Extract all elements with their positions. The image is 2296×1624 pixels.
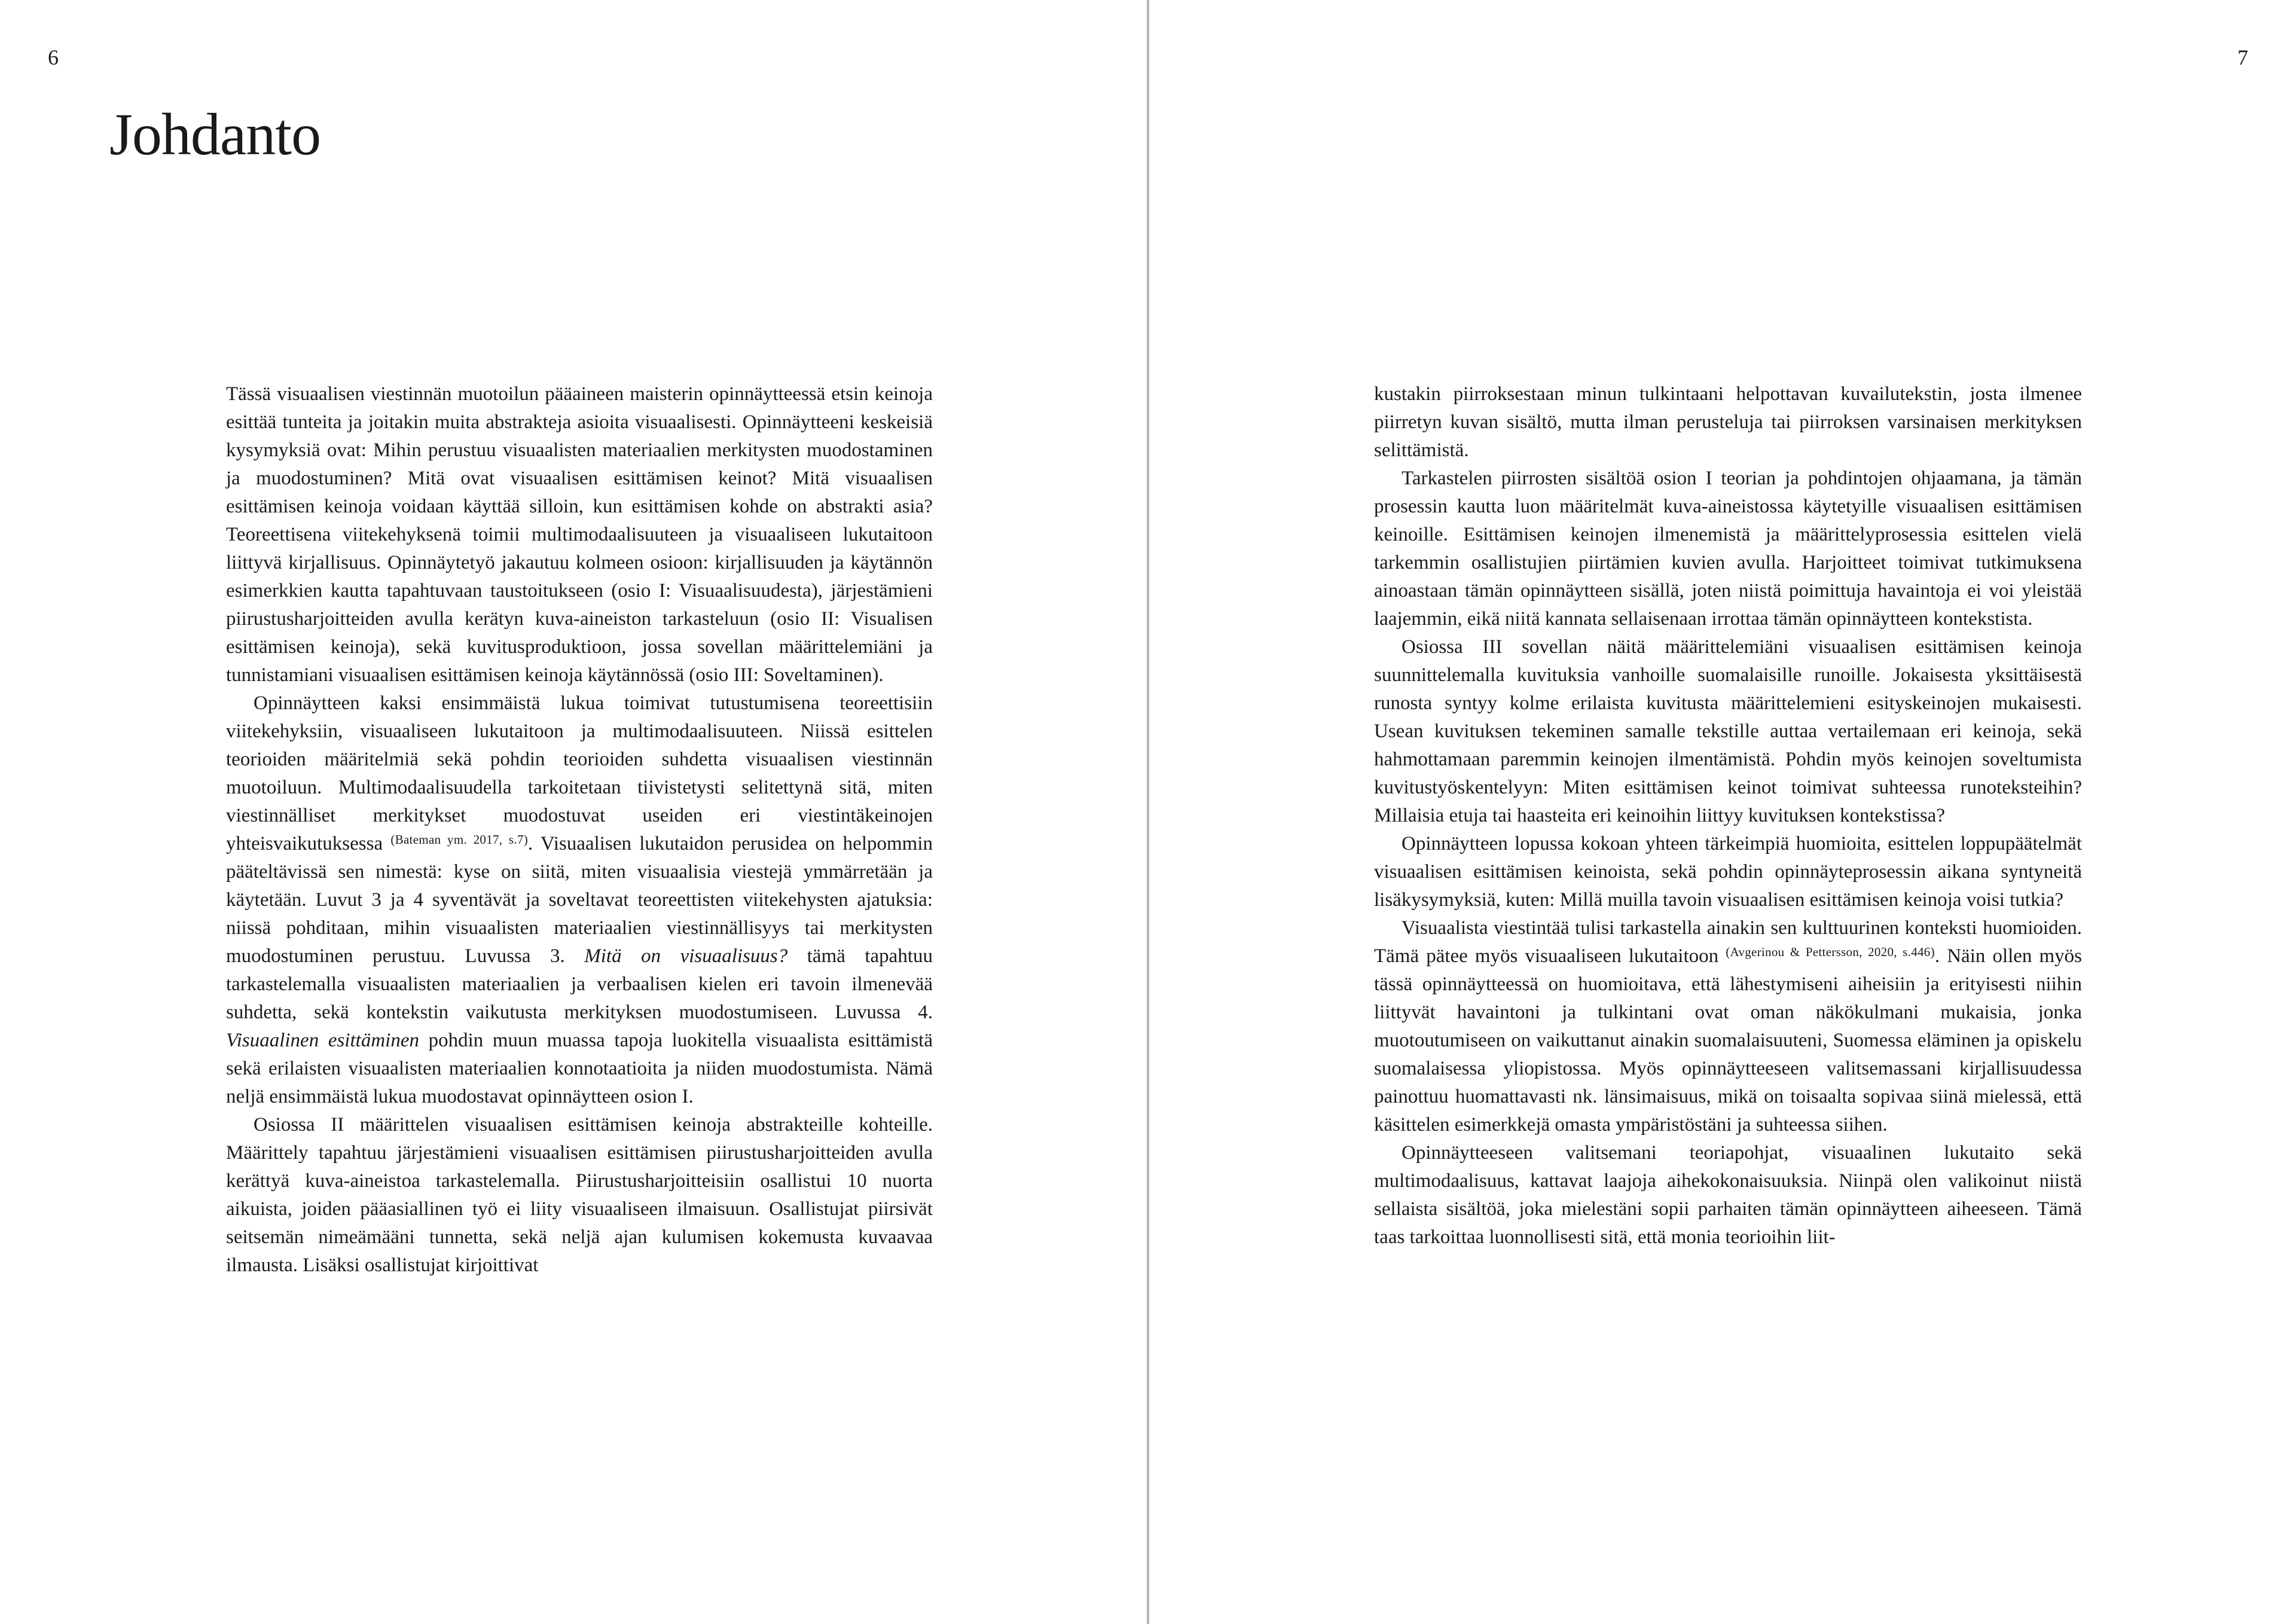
paragraph: Opinnäytteeseen valitsemani teoriapohjat, visuaalinen lukutaito sekä multimodaalisuus, kattavat laajoja aihekokonaisuuksia. Niinpä olen valikoinut niistä sellaista sisältöä, joka mielestäni sopii parhaiten tämän opinnäytteen aiheeseen. Tämä taas tarkoittaa luonnollisesti sitä, että monia teorioihin liit- — [1374, 1142, 2082, 1248]
page-number: 7 — [2237, 45, 2248, 69]
paragraph: Visuaalista viestintää tulisi tarkastella ainakin sen kulttuurinen konteksti huomioiden. Tämä pätee myös visuaaliseen lukutaitoon $^{(Avgerinou \& Pettersson, 2020, s.446)}$. Näin ollen myös tässä opinnäytteessä on huomioitava, että lähestymiseni aiheisiin ja erityisesti niihin liittyvät havaintoni ja tulkintani ovat oman näkökulmani mukaisia, jonka muotoutumiseen on vaikuttanut ainakin suomalaisuuteni, Suomessa eläminen ja opiskelu suomalaisessa yliopistossa. Myös opinnäytteeseen valitsemassani kirjallisuudessa painottuu huomattavasti nk. länsimaisuus, mikä on toisaalta sopivaa siinä mielessä, että käsittelen esimerkkejä omasta ympäristöstäni ja suhteessa siihen. — [1374, 917, 2083, 1135]
paragraph: Osiossa III sovellan näitä määrittelemiäni visuaalisen esittämisen keinoja suunnittelemalla kuvituksia vanhoille suomalaisille runoille. Jokaisesta yksittäisestä runosta syntyy kolme erilaista kuvitusta määrittelemieni esityskeinojen mukaisesti. Usean kuvituksen tekeminen samalle tekstille auttaa vertailemaan eri keinoja, sekä hahmottamaan paremmin keinojen ilmentämistä. Pohdin myös keinojen soveltumista kuvitustyöskentelyyn: Miten esittämisen keinot toimivat suhteessa runoteksteihin? Millaisia etuja tai haasteita eri keinoihin liittyy kuvituksen kontekstissa? — [1374, 636, 2082, 826]
paragraph: Tarkastelen piirrosten sisältöä osion I teorian ja pohdintojen ohjaamana, ja tämän prosessin kautta luon määritelmät kuva-aineistossa käytetyille visuaalisen esittämisen keinoille. Esittämisen keinojen ilmenemistä ja määrittelyprosessia esittelen vielä tarkemmin osallistujien piirtämien kuvien avulla. Harjoitteet toimivat tutkimuksena ainoastaan tämän opinnäytteen sisällä, joten niistä poimittuja havaintoja ei voi yleistää laajemmin, eikä niitä kannata sellaisenaan irrottaa tämän opinnäytteen kontekstista. — [1374, 468, 2082, 630]
right-body-text — [1374, 380, 2082, 1251]
chapter-reference: Mitä on visuaalisuus? — [584, 945, 788, 967]
right-page — [1149, 0, 2296, 1624]
left-body-text — [226, 380, 933, 1280]
paragraph: Opinnäytteen kaksi ensimmäistä lukua toimivat tutustumisena teoreettisiin viitekehyksiin, visuaaliseen lukutaitoon ja multimodaalisuuteen. Niissä esittelen teorioiden määritelmiä sekä pohdin teorioiden suhdetta visuaalisen viestinnän muotoiluun. Multimodaalisuudella tarkoitetaan tiivistetysti selitettynä sitä, miten viestinnälliset merkitykset muodostuvat useiden eri viestintäkeinojen yhteisvaikutuksessa $^{(Bateman ym. 2017, s.7)}$. Visuaalisen lukutaidon perusidea on helpommin pääteltävissä sen nimestä: kyse on siitä, miten visuaalisia viestejä ymmärretään ja käytetään. Luvut 3 ja 4 syventävät ja soveltavat teoreettisten viitekehysten ajatuksia: niissä pohditaan, mihin visuaalisten materiaalien viestinnällisyys tai merkitysten muodostuminen perustuu. Luvussa 3. Mitä on visuaalisuus? tämä tapahtuu tarkastelemalla visuaalisten materiaalien ja verbaalisen kielen eri tavoin ilmenevää suhdetta, sekä kontekstin vaikutusta merkityksen muodostumiseen. Luvussa 4. Visuaalinen esittäminen pohdin muun muassa tapoja luokitella visuaalista esittämistä sekä erilaisten visuaalisten materiaalien konnotaatioita ja niiden muodostumista. Nämä neljä ensimmäistä lukua muodostavat opinnäytteen osion I. — [226, 692, 933, 1107]
citation: (Avgerinou & Pettersson, 2020, s.446) — [1726, 945, 1935, 959]
page-number: 6 — [48, 45, 59, 69]
paragraph: Osiossa II määrittelen visuaalisen esittämisen keinoja abstrakteille kohteille. Määrittely tapahtuu järjestämieni visuaalisen esittämisen piirustusharjoitteiden avulla kerättyä kuva-aineistoa tarkastelemalla. Piirustusharjoitteisiin osallistui 10 nuorta aikuista, joiden pääasiallinen työ ei liity visuaaliseen ilmaisuun. Osallistujat piirsivät seitsemän nimeämääni tunnetta, sekä neljä ajan kulumisen kokemusta kuvaavaa ilmausta. Lisäksi osallistujat kirjoittivat — [226, 1114, 933, 1276]
paragraph: kustakin piirroksestaan minun tulkintaani helpottavan kuvailutekstin, josta ilmenee piirretyn kuvan sisältö, mutta ilman perusteluja tai piirroksen varsinaisen merkityksen selittämistä. — [1374, 383, 2082, 461]
left-page — [0, 0, 1147, 1624]
paragraph: Tässä visuaalisen viestinnän muotoilun pääaineen maisterin opinnäytteessä etsin keinoja esittää tunteita ja joitakin muita abstrakteja asioita visuaalisesti. Opinnäytteeni keskeisiä kysymyksiä ovat: Mihin perustuu visuaalisten materiaalien merkitysten muodostaminen ja muodostuminen? Mitä ovat visuaalisen esittämisen keinot? Mitä visuaalisen esittämisen keinoja voidaan käyttää silloin, kun esittämisen kohde on abstrakti asia? Teoreettisena viitekehyksenä toimii multimodaalisuuteen ja visuaaliseen lukutaitoon liittyvä kirjallisuus. Opinnäytetyö jakautuu kolmeen osioon: kirjallisuuden ja käytännön esimerkkien kautta tapahtuvaan taustoitukseen (osio I: Visuaalisuudesta), järjestämieni piirustusharjoitteiden avulla kerätyn kuva-aineiston tarkasteluun (osio II: Visualisen esittämisen keinoja), sekä kuvitusproduktioon, jossa sovellan määrittelemiäni ja tunnistamiani visuaalisen esittämisen keinoja käytännössä (osio III: Soveltaminen). — [226, 383, 933, 686]
paragraph: Opinnäytteen lopussa kokoan yhteen tärkeimpiä huomioita, esittelen loppupäätelmät visuaalisen esittämisen keinoista, sekä pohdin opinnäyteprosessin aikana syntyneitä lisäkysymyksiä, kuten: Millä muilla tavoin visuaalisen esittämisen keinoja voisi tutkia? — [1374, 833, 2082, 911]
chapter-title: Johdanto — [109, 101, 321, 167]
chapter-reference: Visuaalinen esittäminen — [226, 1030, 419, 1051]
citation: (Bateman ym. 2017, s.7) — [390, 832, 529, 847]
